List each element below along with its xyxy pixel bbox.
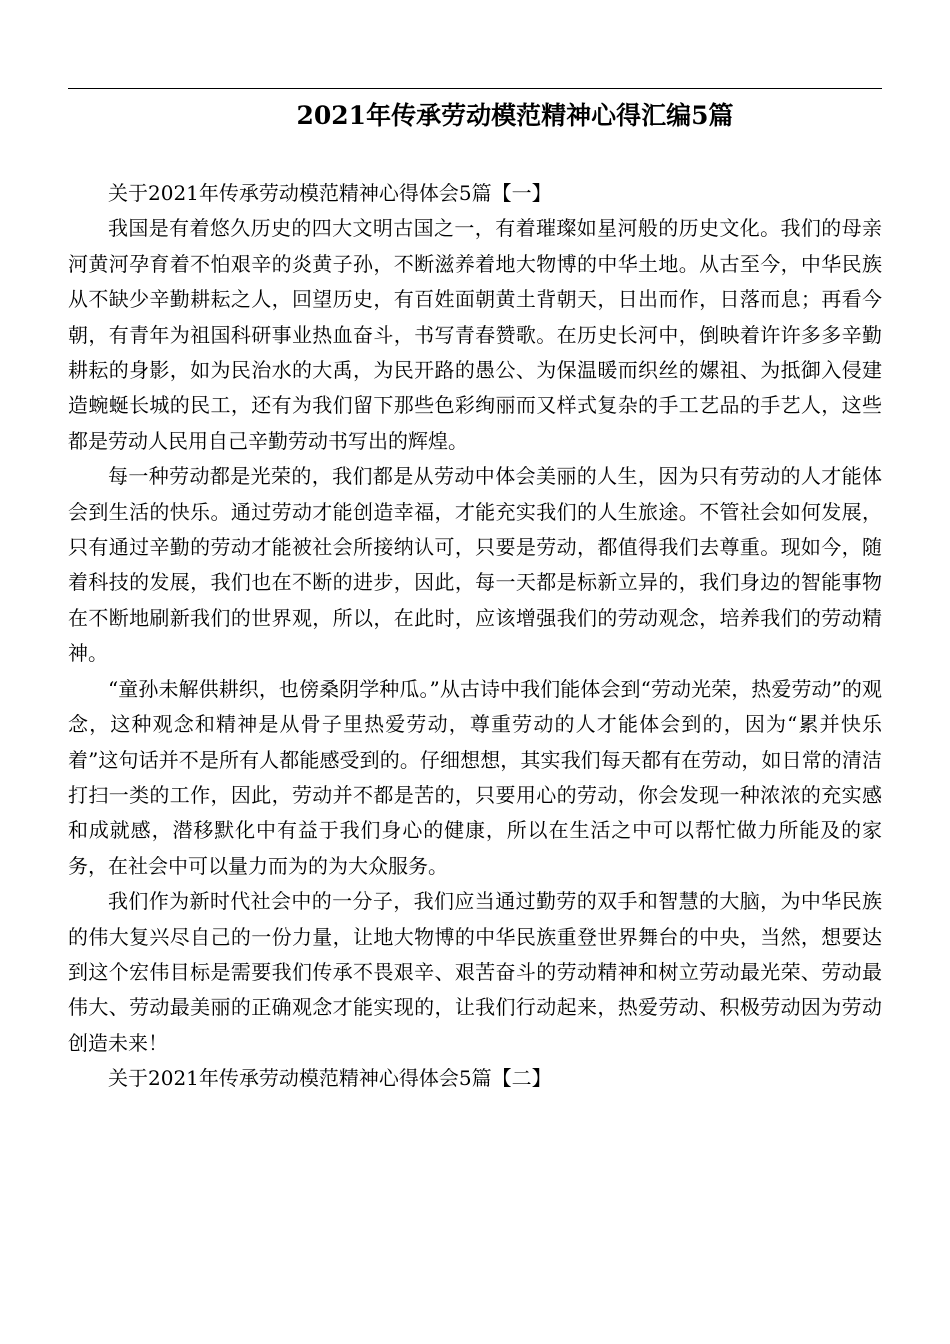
header-rule <box>68 88 882 89</box>
body-paragraph: 我国是有着悠久历史的四大文明古国之一，有着璀璨如星河般的历史文化。我们的母亲河黄河孕育着不怕艰辛的炎黄子孙，不断滋养着地大物博的中华土地。从古至今，中华民族从不缺少辛勤耕耘之人，回望历史，有百姓面朝黄土背朝天，日出而作，日落而息；再看今朝，有青年为祖国科研事业热血奋斗，书写青春赞歌。在历史长河中，倒映着许许多多辛勤耕耘的身影，如为民治水的大禹，为民开路的愚公、为保温暖而织丝的嫘祖、为抵御入侵建造蜿蜒长城的民工，还有为我们留下那些色彩绚丽而又样式复杂的手工艺品的手艺人，这些都是劳动人民用自己辛勤劳动书写出的辉煌。 <box>68 216 882 453</box>
section-heading: 关于2021年传承劳动模范精神心得体会5篇【一】 <box>108 181 552 205</box>
document-body <box>68 176 882 1097</box>
body-paragraph: 每一种劳动都是光荣的，我们都是从劳动中体会美丽的人生，因为只有劳动的人才能体会到生活的快乐。通过劳动才能创造幸福，才能充实我们的人生旅途。不管社会如何发展，只有通过辛勤的劳动才能被社会所接纳认可，只要是劳动，都值得我们去尊重。现如今，随着科技的发展，我们也在不断的进步，因此，每一天都是标新立异的，我们身边的智能事物在不断地刷新我们的世界观，所以，在此时，应该增强我们的劳动观念，培养我们的劳动精神。 <box>68 464 882 666</box>
body-paragraph: “童孙未解供耕织，也傍桑阴学种瓜。”从古诗中我们能体会到“劳动光荣，热爱劳动”的观念，这种观念和精神是从骨子里热爱劳动，尊重劳动的人才能体会到的，因为“累并快乐着”这句话并不是所有人都能感受到的。仔细想想，其实我们每天都有在劳动，如日常的清洁打扫一类的工作，因此，劳动并不都是苦的，只要用心的劳动，你会发现一种浓浓的充实感和成就感，潜移默化中有益于我们身心的健康，所以在生活之中可以帮忙做力所能及的家务，在社会中可以量力而为的为大众服务。 <box>68 676 882 878</box>
body-paragraph: 我们作为新时代社会中的一分子，我们应当通过勤劳的双手和智慧的大脑，为中华民族的伟大复兴尽自己的一份力量，让地大物博的中华民族重登世界舞台的中央，当然，想要达到这个宏伟目标是需要我们传承不畏艰辛、艰苦奋斗的劳动精神和树立劳动最光荣、劳动最伟大、劳动最美丽的正确观念才能实现的，让我们行动起来，热爱劳动、积极劳动因为劳动创造未来！ <box>68 889 882 1055</box>
document-title: 2021年传承劳动模范精神心得汇编5篇 <box>296 101 734 130</box>
section-heading: 关于2021年传承劳动模范精神心得体会5篇【二】 <box>108 1066 552 1091</box>
